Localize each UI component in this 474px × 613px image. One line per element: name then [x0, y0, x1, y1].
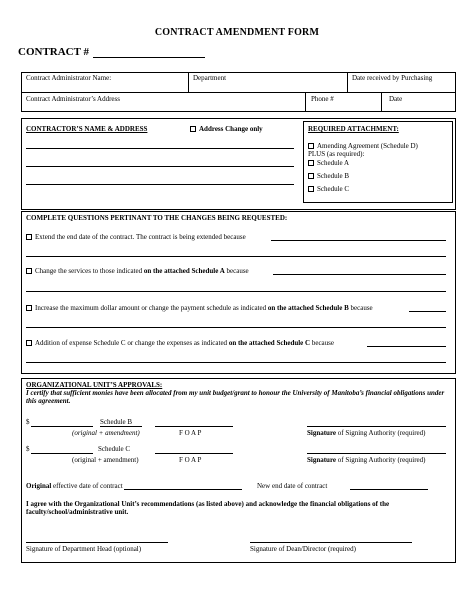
address-change-label: Address Change only: [199, 125, 263, 133]
department-label[interactable]: Department: [193, 74, 227, 82]
increase-checkbox[interactable]: [26, 305, 32, 311]
dollar-sign-b: $: [26, 418, 30, 426]
admin-name-label[interactable]: Contract Administrator Name:: [26, 74, 112, 82]
schedule-a-label: Schedule A: [317, 159, 350, 167]
approvals-section: [21, 378, 456, 563]
schedule-b-amount-line[interactable]: [31, 426, 93, 427]
schedule-a-checkbox[interactable]: [308, 160, 314, 166]
address-change-checkbox[interactable]: [190, 126, 196, 132]
contract-number-field[interactable]: [18, 46, 205, 58]
increase-reason-line-2[interactable]: [26, 327, 446, 328]
question-extend[interactable]: [26, 233, 246, 241]
expense-checkbox[interactable]: [26, 340, 32, 346]
schedule-c-label: Schedule C: [317, 185, 350, 193]
services-reason-line[interactable]: [273, 274, 446, 275]
increase-schedule-b: on the attached Schedule B: [267, 304, 349, 312]
plus-label: PLUS (as required):: [308, 150, 365, 158]
effective-date-text: effective date of contract: [51, 482, 123, 490]
effective-date-label: [26, 482, 123, 490]
contractor-line-3[interactable]: [26, 184, 294, 185]
increase-reason-line[interactable]: [409, 311, 446, 312]
services-because: because: [224, 267, 249, 275]
expense-label: Addition of expense Schedule C or change the expenses as indicated: [35, 339, 229, 347]
original-bold: Original: [26, 482, 52, 490]
extend-reason-line-2[interactable]: [26, 256, 446, 257]
amending-checkbox[interactable]: [308, 143, 314, 149]
amending-option[interactable]: [308, 142, 418, 150]
schedule-c-label: Schedule C: [98, 445, 131, 453]
contract-number-line[interactable]: [93, 48, 205, 58]
dean-signature-line[interactable]: [250, 542, 412, 543]
extend-reason-line[interactable]: [271, 240, 446, 241]
question-expense[interactable]: [26, 339, 334, 347]
signature-rest-b: of Signing Authority (required): [336, 429, 426, 437]
page-title: CONTRACT AMENDMENT FORM: [154, 27, 320, 38]
dept-head-signature-line[interactable]: [26, 542, 168, 543]
schedule-c-amount-line[interactable]: [31, 453, 93, 454]
services-label: Change the services to those indicated: [35, 267, 144, 275]
question-increase[interactable]: [26, 304, 373, 312]
foap-label-b: F O A P: [179, 429, 202, 437]
foap-line-b[interactable]: [155, 426, 233, 427]
services-checkbox[interactable]: [26, 268, 32, 274]
required-heading: REQUIRED ATTACHMENT:: [308, 125, 399, 133]
schedule-c-option[interactable]: [308, 185, 349, 193]
contractor-line-1[interactable]: [26, 148, 294, 149]
date-received-label[interactable]: Date received by Purchasing: [352, 74, 433, 82]
signature-line-b[interactable]: [307, 426, 446, 427]
original-amendment-c: (original + amendment): [72, 456, 139, 464]
phone-label[interactable]: Phone #: [311, 95, 334, 103]
schedule-b-label: Schedule B: [317, 172, 350, 180]
foap-label-c: F O A P: [179, 456, 202, 464]
schedule-b-checkbox[interactable]: [308, 173, 314, 179]
foap-line-c[interactable]: [155, 453, 233, 454]
dollar-sign-c: $: [26, 445, 30, 453]
schedule-a-option[interactable]: [308, 159, 349, 167]
signature-label-c: [307, 456, 425, 464]
services-reason-line-2[interactable]: [26, 291, 446, 292]
signature-rest-c: of Signing Authority (required): [336, 456, 426, 464]
expense-reason-line[interactable]: [367, 346, 446, 347]
signature-label-b: [307, 429, 425, 437]
date-label[interactable]: Date: [389, 95, 403, 103]
expense-because: because: [310, 339, 334, 347]
signature-bold-c: Signature: [307, 456, 337, 464]
signature-bold-b: Signature: [307, 429, 337, 437]
address-change-option[interactable]: [190, 125, 263, 133]
extend-checkbox[interactable]: [26, 234, 32, 240]
dean-signature-label: Signature of Dean/Director (required): [250, 545, 356, 553]
increase-because: because: [348, 304, 373, 312]
contractor-heading: CONTRACTOR’S NAME & ADDRESS: [26, 125, 148, 133]
effective-date-line[interactable]: [124, 489, 242, 490]
dept-head-signature-label: Signature of Department Head (optional): [26, 545, 142, 553]
questions-heading: COMPLETE QUESTIONS PERTINANT TO THE CHANGES BEING REQUESTED:: [26, 214, 288, 222]
extend-label: Extend the end date of the contract. The contract is being extended because: [35, 233, 246, 241]
services-schedule-a: on the attached Schedule A: [143, 267, 225, 275]
contract-label: CONTRACT #: [18, 46, 90, 58]
signature-line-c[interactable]: [307, 453, 446, 454]
contractor-line-2[interactable]: [26, 166, 294, 167]
admin-address-label[interactable]: Contract Administrator’s Address: [26, 95, 120, 103]
expense-reason-line-2[interactable]: [26, 362, 446, 363]
expense-schedule-c: on the attached Schedule C: [228, 339, 311, 347]
increase-label: Increase the maximum dollar amount or change the payment schedule as indicated: [35, 304, 268, 312]
schedule-b-label: Schedule B: [100, 418, 133, 426]
schedule-b-option[interactable]: [308, 172, 349, 180]
original-amendment-b: (original + amendment): [72, 429, 140, 437]
new-end-date-label: New end date of contract: [257, 482, 328, 490]
question-services[interactable]: [26, 267, 249, 275]
certify-statement: I certify that sufficient monies have been allocated from my unit budget/grant to honour the University of Manitoba’s financial obligations under this agreement.: [26, 389, 445, 405]
approvals-heading: ORGANIZATIONAL UNIT’S APPROVALS:: [26, 381, 163, 389]
new-end-date-line[interactable]: [350, 489, 428, 490]
schedule-c-checkbox[interactable]: [308, 186, 314, 192]
amending-label: Amending Agreement (Schedule D): [317, 142, 418, 150]
agree-statement: I agree with the Organizational Unit’s recommendations (as listed above) and acknowledge the financial obligations of the faculty/school/administrative unit.: [26, 500, 390, 516]
